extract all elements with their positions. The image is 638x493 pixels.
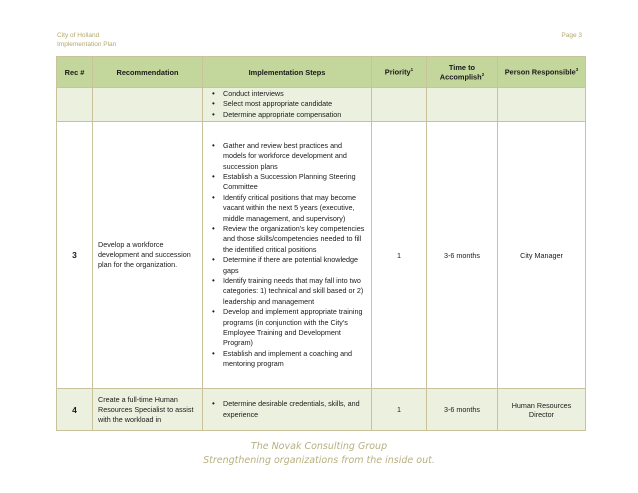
cell-rec: 4 bbox=[57, 389, 93, 431]
footnote-3: 3 bbox=[575, 67, 579, 73]
step-item: • Identify training needs that may fall into two categories: 1) technical and skill based or 2) leadership and management bbox=[223, 276, 367, 307]
step-item: • Develop and implement appropriate training programs (in conjunction with the City’s Employee Training and Development Program) bbox=[223, 307, 367, 349]
step-item: • Gather and review best practices and models for workforce development and succession plans bbox=[223, 141, 367, 172]
table-row bbox=[57, 389, 586, 431]
footer-tagline: Strengthening organizations from the inside out. bbox=[203, 455, 435, 466]
col-header-steps: Implementation Steps bbox=[203, 57, 372, 88]
col-header-person-label: Person Responsible bbox=[504, 67, 576, 77]
cell-priority bbox=[372, 88, 427, 122]
cell-rec: 3 bbox=[57, 122, 93, 389]
steps-list bbox=[203, 141, 367, 370]
steps-list bbox=[203, 89, 367, 120]
col-header-person bbox=[498, 57, 586, 88]
table-row-continued bbox=[57, 88, 586, 122]
step-item: • Identify critical positions that may become vacant within the next 5 years (executive, middle management, and supervisory) bbox=[223, 193, 367, 224]
table-header-row bbox=[57, 57, 586, 88]
step-item: • Conduct interviews bbox=[223, 89, 367, 99]
cell-recommendation: Develop a workforce development and succession plan for the organization. bbox=[93, 122, 203, 389]
cell-steps bbox=[203, 88, 372, 122]
step-item: • Establish and implement a coaching and mentoring program bbox=[223, 349, 367, 370]
step-item: • Determine desirable credentials, skills, and experience bbox=[223, 399, 367, 420]
cell-priority: 1 bbox=[372, 122, 427, 389]
step-item: • Determine appropriate compensation bbox=[223, 110, 367, 120]
header-left bbox=[57, 31, 116, 49]
footnote-2: 2 bbox=[481, 71, 485, 77]
col-header-time: Time to Accomplish$^2$ bbox=[427, 57, 498, 88]
cell-steps bbox=[203, 389, 372, 431]
col-header-priority-label: Priority bbox=[384, 67, 411, 77]
step-item: • Establish a Succession Planning Steering Committee bbox=[223, 172, 367, 193]
cell-person bbox=[498, 88, 586, 122]
cell-rec bbox=[57, 88, 93, 122]
cell-person: Human Resources Director bbox=[498, 389, 586, 431]
cell-time bbox=[427, 88, 498, 122]
cell-recommendation bbox=[93, 88, 203, 122]
header-doc-title: Implementation Plan bbox=[57, 41, 117, 48]
header-org: City of Holland bbox=[57, 32, 100, 39]
cell-recommendation: Create a full-time Human Resources Specialist to assist with the workload in bbox=[93, 389, 203, 431]
col-header-priority bbox=[372, 57, 427, 88]
table-row bbox=[57, 122, 586, 389]
implementation-table bbox=[56, 56, 586, 431]
cell-priority: 1 bbox=[372, 389, 427, 431]
col-header-rec: Rec # bbox=[57, 57, 93, 88]
col-header-recommendation: Recommendation bbox=[93, 57, 203, 88]
page-number: Page 3 bbox=[561, 32, 582, 39]
cell-time: 3-6 months bbox=[427, 122, 498, 389]
footer-company: The Novak Consulting Group bbox=[250, 441, 388, 452]
footnote-1: 1 bbox=[410, 67, 414, 73]
step-item: • Determine if there are potential knowledge gaps bbox=[223, 255, 367, 276]
cell-person: City Manager bbox=[498, 122, 586, 389]
step-item: • Select most appropriate candidate bbox=[223, 99, 367, 109]
step-item: • Review the organization’s key competencies and those skills/competencies needed to fill the identified critical positions bbox=[223, 224, 367, 255]
steps-list bbox=[203, 399, 367, 420]
cell-steps bbox=[203, 122, 372, 389]
col-header-time-label: Accomplish bbox=[439, 72, 482, 82]
cell-time: 3-6 months bbox=[427, 389, 498, 431]
